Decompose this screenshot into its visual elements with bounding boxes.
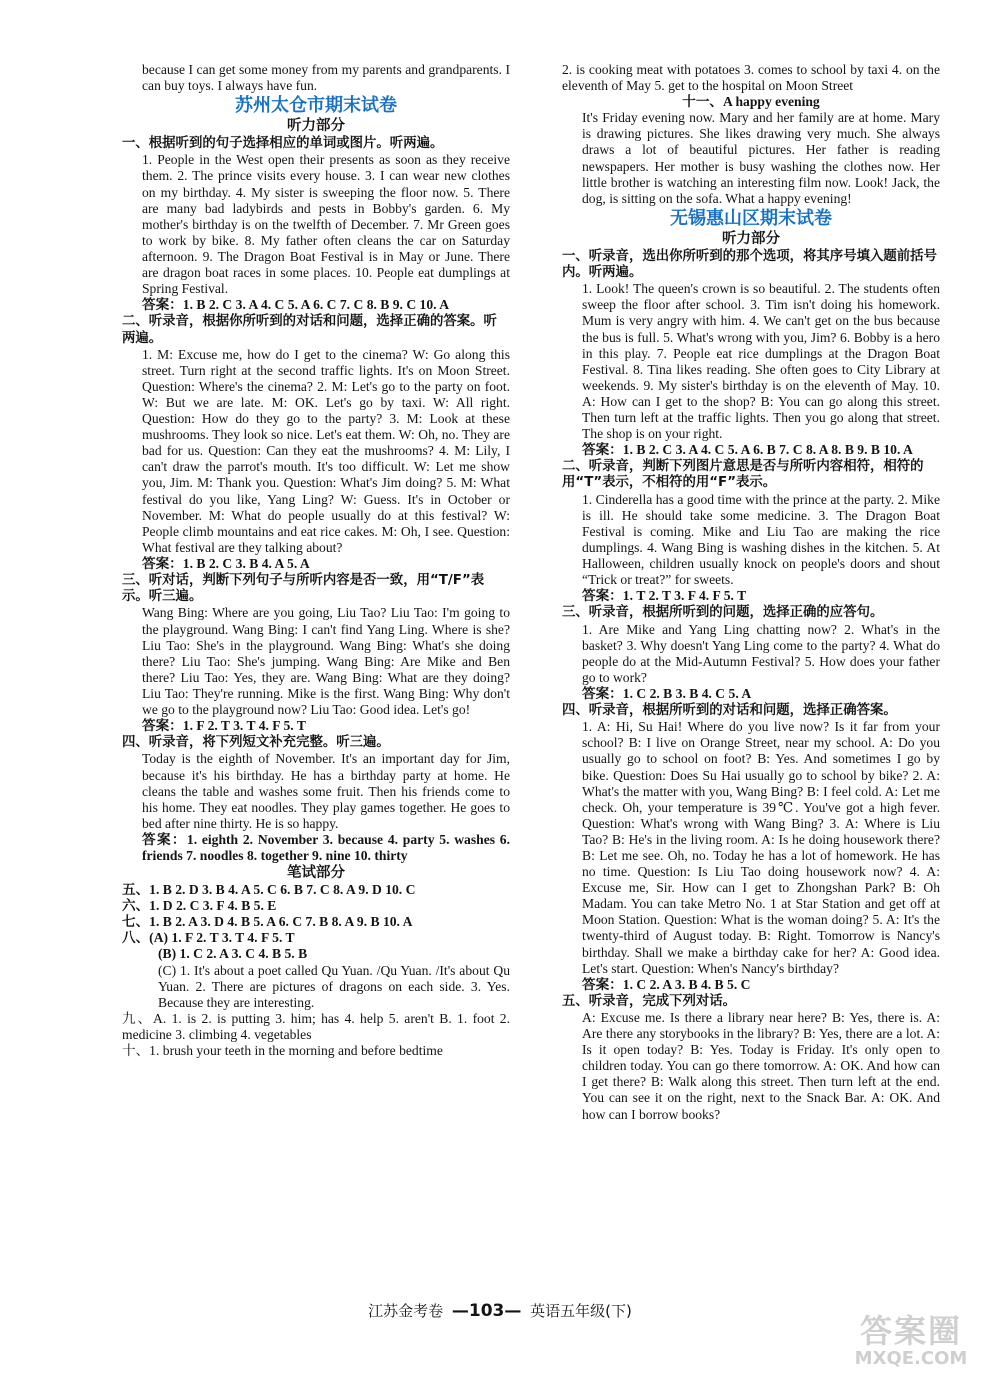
answer-line: 八、(A) 1. F 2. T 3. T 4. F 5. T [122,930,295,946]
paragraph: 1. People in the West open their presents as soon as they receive them. 2. The prince visits every house. 3. I can wear new clothes on my birthday. 4. My sister is sweeping the floor now. 5. There are many bad ladybirds and pests in Bobby's garden. 6. My mother's birthday is on the twelfth of December. 7. Mr Green goes to work by bike. 8. My father often cleans the car on Saturday afternoon. 9. The Dragon Boat Festival is in May or June. There are dragon boat races in some places. 10. People eat dumplings at Spring Festival. [142,152,510,297]
paragraph: 1. A: Hi, Su Hai! Where do you live now? Is it far from your school? B: I live on Orange Street, near my school. A: Do you usually go to school on foot? B: Yes. And sometimes I go by bike. Question: Does Su Hai usually go to school by bike? 2. A: What's the matter with you, Wang Bing? B: I feel cold. A: Let me check. Oh, your temperature is 39℃. You've got a high fever. Question: What's wrong with Wang Bing? 3. A: Where is Liu Tao? B: He's in the living room. A: Is he doing housework there? B: Let me see. Oh, no. Today he has a lot of homework. He has no time. Question: Is Liu Tao doing housework now? 4. A: Excuse me, Sir. How can I get to Zhongshan Park? B: Oh Madam. You can take Metro No. 1 at Star Station and get off at Moon Station. Question: What is the woman doing? 5. A: It's the twenty-third of August today. B: Right. Tomorrow is Nancy's birthday. Shall we make a birthday cake for her? A: Good idea. Let's start. Question: When's Nancy's birthday? [582,719,940,976]
paragraph: 1. Look! The queen's crown is so beautiful. 2. The students often sweep the floor after school. 3. Tim isn't doing his homework. Mum is very angry with him. 4. We can't get on the bus because the bus is full. 5. What's wrong with you, Jim? 6. Bobby is a hero in this play. 7. People eat rice dumplings at the Dragon Boat Festival. 8. Tina likes reading. She often goes to City Library at weekends. 9. My sister's birthday is on the eleventh of May. 10. A: How can I get to the shop? B: You can go along this street. Then turn left at the traffic lights. Then you go along that street. The shop is on your right. [582,281,940,442]
question-heading: 二、听录音，判断下列图片意思是否与所听内容相符，相符的用“T”表示，不相符的用“F”表示。 [562,459,924,491]
story-title: 十一、A happy evening [682,94,820,110]
question-heading: 四、听录音，将下列短文补充完整。听三遍。 [122,735,390,751]
paragraph: 2. is cooking meat with potatoes 3. comes to school by taxi 4. on the eleventh of May 5. get to the hospital on Moon Street [562,62,940,94]
paragraph: 九、A. 1. is 2. is putting 3. him; has 4. help 5. aren't B. 1. foot 2. medicine 3. climbing 4. vegetables [122,1010,510,1042]
answer-line: 五、1. B 2. D 3. B 4. A 5. C 6. B 7. C 8. A 9. D 10. C [122,882,416,898]
section-subtitle: 听力部分 [287,118,345,135]
answer-line: 答案：1. B 2. C 3. A 4. C 5. A 6. C 7. C 8. B 9. C 10. A [142,297,450,313]
footer-book-title: 江苏金考卷 [368,1302,444,1320]
answer-line: 答案：1. C 2. B 3. B 4. C 5. A [582,685,752,701]
question-heading: 二、听录音，根据你所听到的对话和问题，选择正确的答案。听两遍。 [122,314,497,346]
left-column [122,62,510,1059]
answer-line: 六、1. D 2. C 3. F 4. B 5. E [122,898,277,914]
answer-line: 答案：1. eighth 2. November 3. because 4. party 5. washes 6. friends 7. noodles 8. together 9. nine 10. thirty [142,831,510,863]
paragraph: It's Friday evening now. Mary and her family are at home. Mary is drawing pictures. She likes drawing very much. She always draws a lot of beautiful pictures. Her father is reading newspapers. Her mother is busy washing the clothes now. Her little brother is watching an interesting film now. Look! Jack, the dog, is sitting on the sofa. What a happy evening! [582,110,940,206]
answer-line: 七、1. B 2. A 3. D 4. B 5. A 6. C 7. B 8. A 9. B 10. A [122,914,413,930]
footer-subject: 英语五年级(下) [530,1302,632,1320]
paragraph: because I can get some money from my parents and grandparents. I can buy toys. I always have fun. [142,62,510,94]
question-heading: 三、听录音，根据所听到的问题，选择正确的应答句。 [562,605,884,621]
question-heading: 四、听录音，根据所听到的对话和问题，选择正确答案。 [562,703,897,719]
paragraph: Today is the eighth of November. It's an important day for Jim, because it's his birthday. He has a birthday party at home. He cleans the table and washes some fruit. Then his friends come to his home. They eat noodles. They play games together. He goes to bed after nine thirty. He is so happy. [142,751,510,831]
question-heading: 五、听录音，完成下列对话。 [562,993,737,1009]
exam-title: 苏州太仓市期末试卷 [235,95,397,117]
answer-line: 答案：1. B 2. C 3. A 4. C 5. A 6. B 7. C 8. A 8. B 9. B 10. A [582,442,913,458]
answer-line: 答案：1. B 2. C 3. B 4. A 5. A [142,555,310,571]
question-heading: 一、根据听到的句子选择相应的单词或图片。听两遍。 [122,136,444,152]
question-heading: 一、听录音，选出你所听到的那个选项，将其序号填入题前括号内。听两遍。 [562,248,937,281]
right-column [562,62,940,1123]
page-number: —103— [451,1301,522,1321]
watermark-bottom: MXQE.COM [854,1348,968,1369]
paragraph: 1. M: Excuse me, how do I get to the cinema? W: Go along this street. Turn right at the second traffic lights. It's on Moon Street. Question: Where's the cinema? 2. M: Let's go to the party on foot. W: But we are late. M: OK. Let's go by taxi. W: All right. Question: How do they go to the party? 3. M: Look at these mushrooms. They look so nice. Let's eat them. W: Oh, no. They are bad for us. Question: Can they eat the mushrooms? 4. M: Lily, I can't draw the parrot's mouth. It's too difficult. W: Let me show you, Jim. M: Thank you. Question: What's Jim doing? 5. M: What festival do you like, Yang Ling? W: Guess. It's in October or November. M: What do people usually do at this festival? W: People climb mountains and eat rice cakes. M: Oh, I see. Question: What festival are they talking about? [142,346,510,555]
section-subtitle: 笔试部分 [287,865,345,882]
answer-line: 答案：1. F 2. T 3. T 4. F 5. T [142,718,306,734]
watermark-top: 答案圈 [859,1312,962,1350]
paragraph: 十、1. brush your teeth in the morning and before bedtime [122,1043,443,1058]
paragraph: 1. Are Mike and Yang Ling chatting now? 2. What's in the basket? 3. Why doesn't Yang Ling come to the party? 4. What do people do at the Mid-Autumn Festival? 5. How does your father go to work? [582,621,940,685]
paragraph: A: Excuse me. Is there a library near here? B: Yes, there is. A: Are there any storybooks in the library? B: Yes, there are a lot. A: Is it open today? B: Yes. Today is Friday. It's only open to children today. You can go there tomorrow. A: OK. And how can I get there? B: Walk along this street. Then turn left at the end. You can see it on the right, next to the Snack Bar. A: OK. And how can I borrow books? [582,1010,940,1122]
section-subtitle: 听力部分 [722,230,780,247]
paragraph: (C) 1. It's about a poet called Qu Yuan. /Qu Yuan. /It's about Qu Yuan. 2. There are pictures of dragons on each side. 3. Yes. Because they are interesting. [158,962,510,1010]
answer-line: 答案：1. T 2. T 3. F 4. F 5. T [582,588,747,604]
question-heading: 三、听对话，判断下列句子与所听内容是否一致，用“T/F”表示。听三遍。 [122,573,485,605]
paragraph: Wang Bing: Where are you going, Liu Tao? Liu Tao: I'm going to the playground. Wang Bing: I can't find Yang Ling. Where is she? Liu Tao: She's in the playground. Wang Bing: What's she doing there? Liu Tao: She's jumping. Wang Bing: Are Mike and Ben there? Liu Tao: Yes, they are. Wang Bing: What are they doing? Liu Tao: They're running. Mike is the first. Wang Bing: Why don't we go to the playground now? Liu Tao: Good idea. Let's go! [142,605,510,718]
exam-title: 无锡惠山区期末试卷 [670,207,832,229]
answer-line: (B) 1. C 2. A 3. C 4. B 5. B [158,946,308,962]
paragraph: 1. Cinderella has a good time with the prince at the party. 2. Mike is ill. He should take some medicine. 3. The Dragon Boat Festival is coming. Mike and Liu Tao are making the rice dumplings. 4. Wang Bing is washing dishes in the kitchen. 5. At Halloween, children usually knock on people's doors and shout “Trick or treat?” for sweets. [582,491,940,588]
watermark-logo [836,1313,986,1375]
answer-line: 答案：1. C 2. A 3. B 4. B 5. C [582,976,751,992]
